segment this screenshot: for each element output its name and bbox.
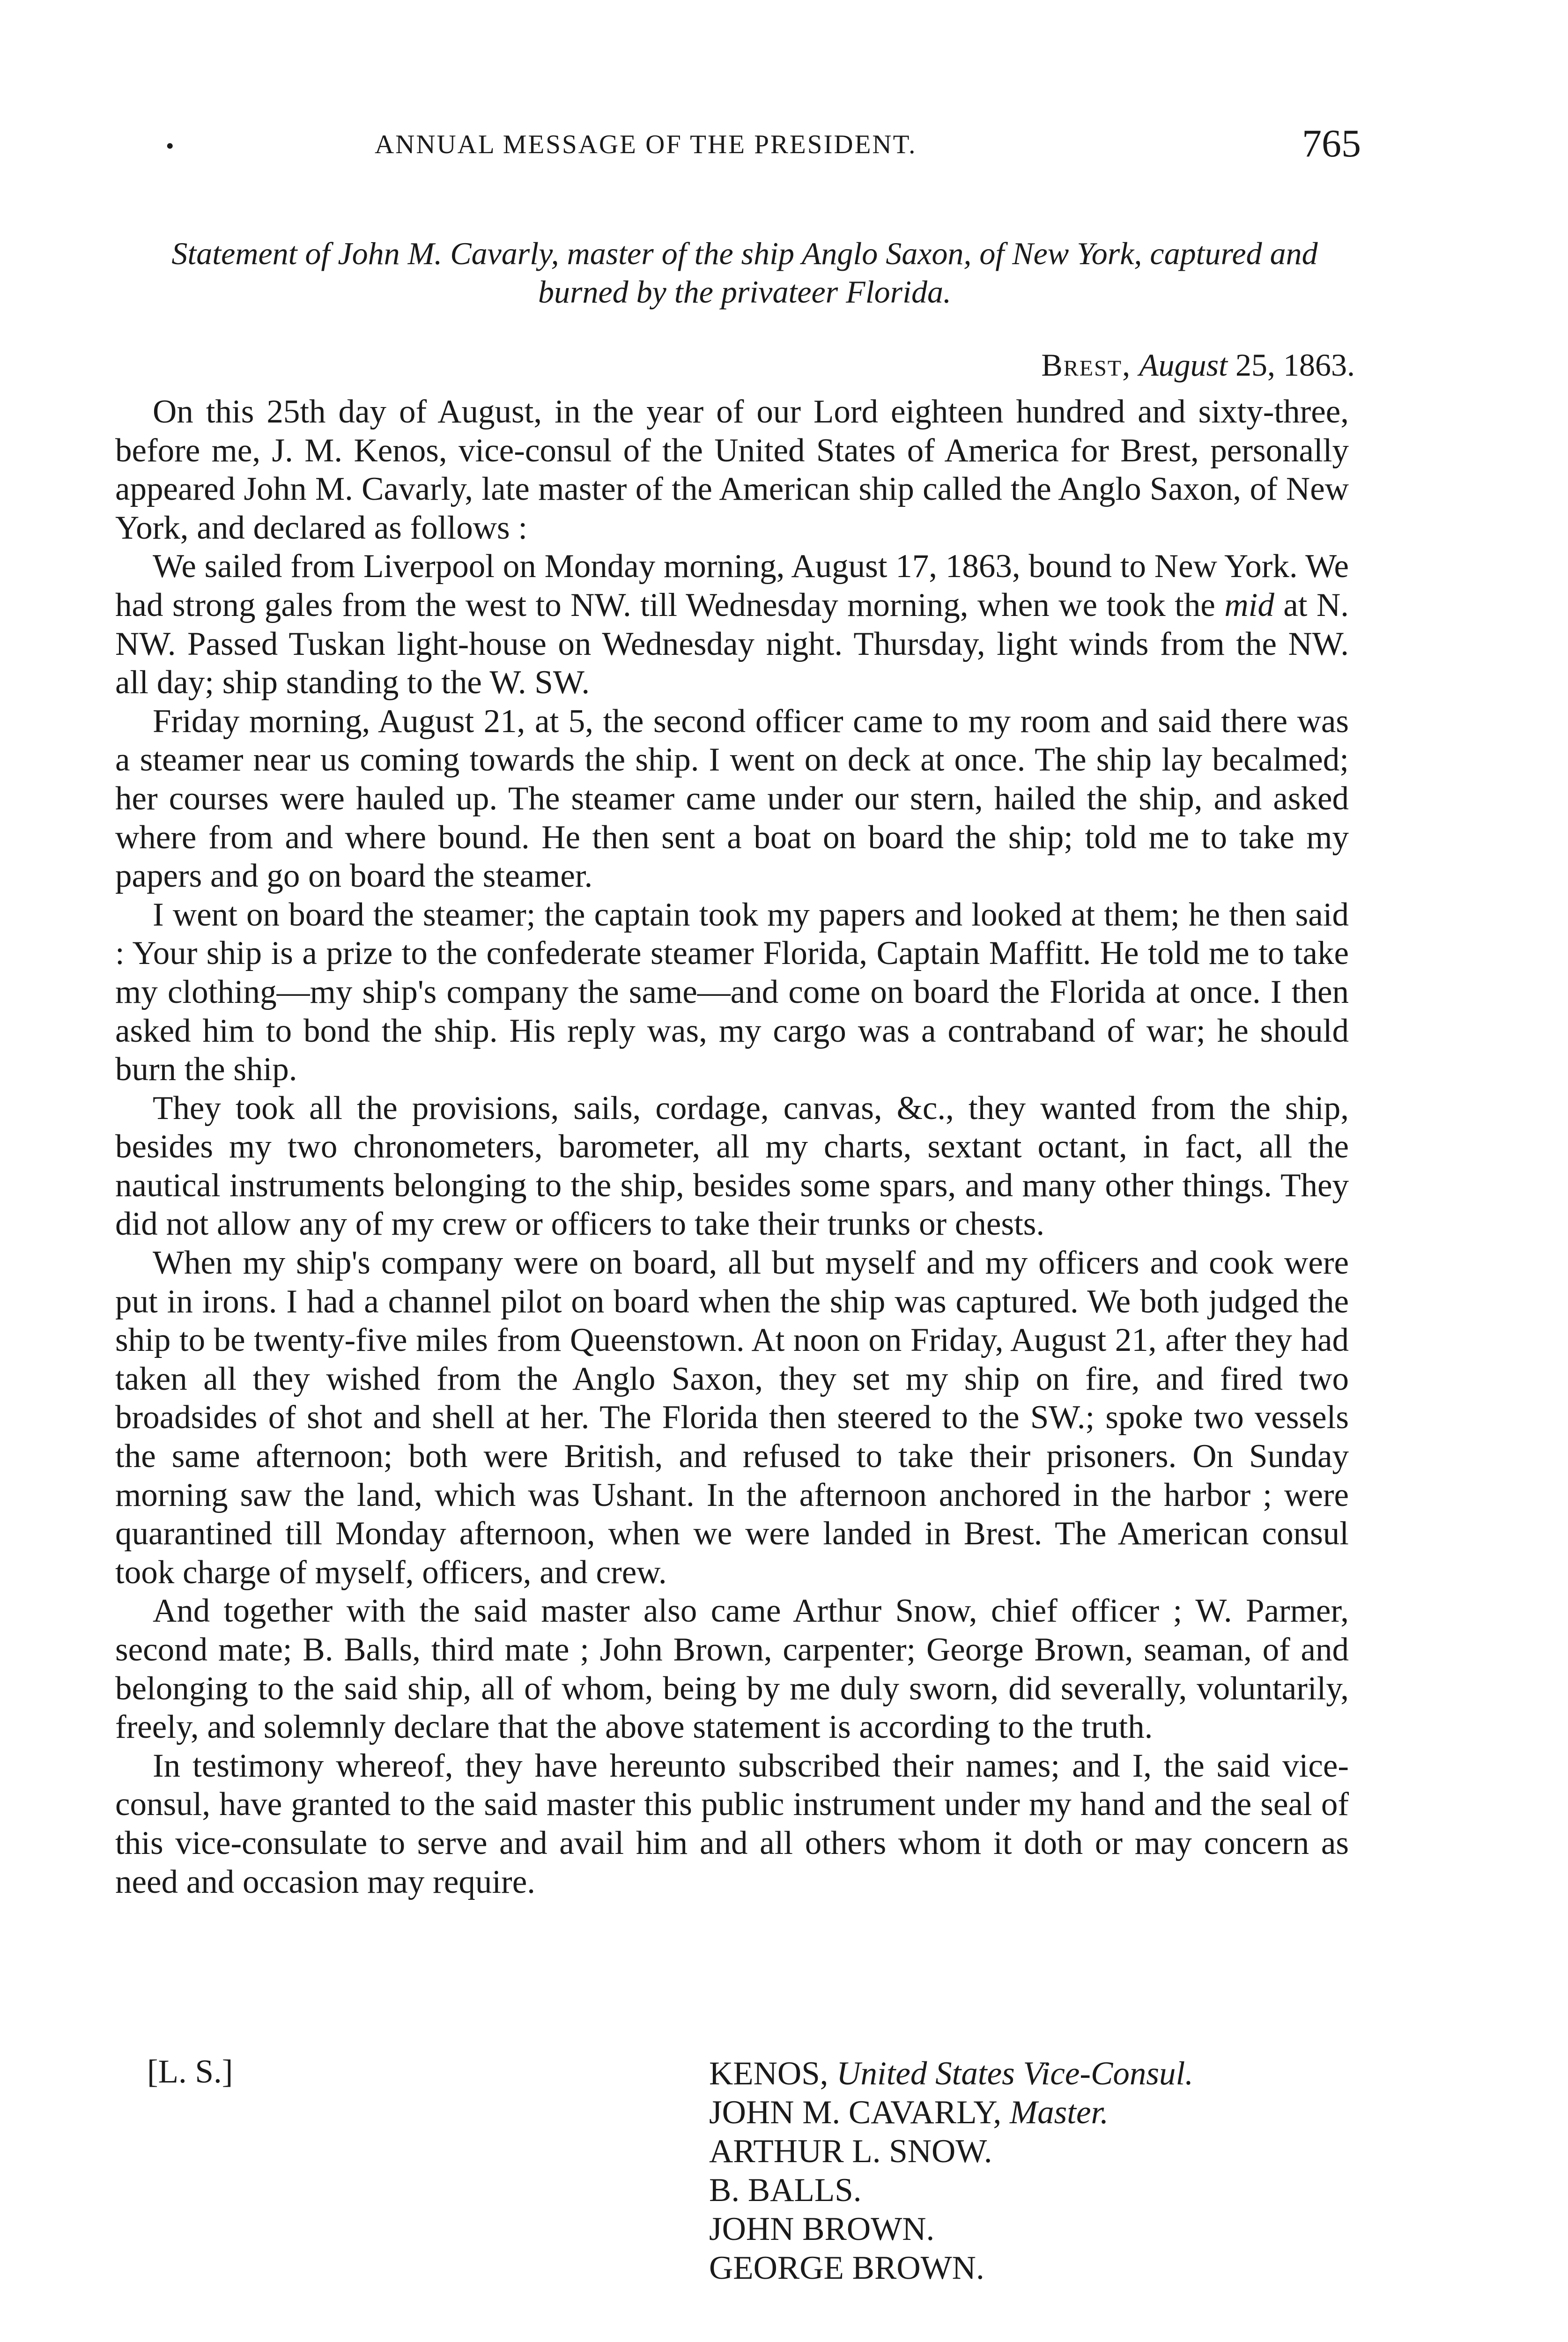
paragraph-voyage-start: We sailed from Liverpool on Monday morning, August 17, 1863, bound to New York. We had strong gales from the west to NW. till Wednesday morning, when we took the [115,548,1349,623]
paragraph-provisions: They took all the provisions, sails, cordage, canvas, &c., they wanted from the ship, besides my two chronometers, barometer, all my charts, sextant octant, in fact, all the nautical instruments belonging to the ship, besides some spars, and many other things. They did not allow any of my crew or officers to take their trunks or chests. [115,1089,1349,1243]
signature-balls [709,2171,1193,2210]
signature-cavarly [709,2093,1193,2132]
page-number: 765 [1302,122,1361,165]
signature-name: JOHN M. CAVARLY, [709,2094,1002,2131]
signature-name: B. BALLS. [709,2172,862,2209]
signature-kenos [709,2054,1193,2093]
statement-title: Statement of John M. Cavarly, master of the ship Anglo Saxon, of New York, captured and burned by the privateer Florida. [171,236,1318,310]
signature-name: KENOS, [709,2055,828,2092]
seal-mark: [L. S.] [147,2053,233,2090]
margin-mark: • [166,133,174,159]
signature-john-brown [709,2210,1193,2249]
signature-title: Master. [1009,2094,1109,2131]
dateline [1041,347,1355,384]
paragraph-voyage-end: at N. NW. Passed Tuskan light-house on Wednesday night. Thursday, light winds from the NW. all day; ship standing to the W. SW. [115,586,1349,701]
dateline-day-year: 25, 1863. [1235,347,1355,383]
signature-george-brown [709,2249,1193,2288]
paragraph-witnesses: And together with the said master also came Arthur Snow, chief officer ; W. Parmer, second mate; B. Balls, third mate ; John Brown, carpenter; George Brown, seaman, of and belonging to the said ship, all of whom, being by me duly sworn, did severally, voluntarily, freely, and solemnly declare that the above statement is according to the truth. [115,1593,1349,1746]
paragraph-voyage-italic: mid [1224,586,1274,623]
signature-name: JOHN BROWN. [709,2211,935,2247]
running-head-title: ANNUAL MESSAGE OF THE PRESIDENT. [375,130,917,159]
dateline-month: August [1139,347,1228,383]
paragraph-prize: I went on board the steamer; the captain took my papers and looked at them; he then said : Your ship is a prize to the confederate steamer Florida, Captain Maffitt. He told me to take my clothing—my ship's company the same—and come on board the Florida at once. I then asked him to bond the ship. His reply was, my cargo was a contraband of war; he should burn the ship. [115,896,1349,1088]
signature-title: United States Vice-Consul. [836,2055,1193,2092]
signature-name: GEORGE BROWN. [709,2250,984,2286]
running-head [155,121,1361,172]
signature-snow [709,2132,1193,2171]
statement-body [115,393,1349,1901]
signature-name: ARTHUR L. SNOW. [709,2133,992,2170]
paragraph-steamer-sighted: Friday morning, August 21, at 5, the second officer came to my room and said there was a steamer near us coming towards the ship. I went on deck at once. The ship lay becalmed; her courses were hauled up. The steamer came under our stern, hailed the ship, and asked where from and where bound. He then sent a boat on board the ship; told me to take my papers and go on board the steamer. [115,703,1349,895]
paragraph-testimony: In testimony whereof, they have hereunto subscribed their names; and I, the said vice-consul, have granted to the said master this public instrument under my hand and the seal of this vice-consulate to serve and avail him and all others whom it doth or may concern as need and occasion may require. [115,1747,1349,1900]
signature-block [709,2054,1193,2288]
dateline-place: Brest, [1041,347,1132,383]
paragraph-voyage [115,547,1349,702]
paragraph-burning: When my ship's company were on board, all but myself and my officers and cook were put in irons. I had a channel pilot on board when the ship was captured. We both judged the ship to be twenty-five miles from Queenstown. At noon on Friday, August 21, after they had taken all they wished from the Anglo Saxon, they set my ship on fire, and fired two broadsides of shot and shell at her. The Florida then steered to the SW.; spoke two vessels the same afternoon; both were British, and refused to take their prisoners. On Sunday morning saw the land, which was Ushant. In the afternoon anchored in the harbor ; were quarantined till Monday afternoon, when we were landed in Brest. The American consul took charge of myself, officers, and crew. [115,1245,1349,1591]
paragraph-declaration: On this 25th day of August, in the year of our Lord eighteen hundred and sixty-three, before me, J. M. Kenos, vice-consul of the United States of America for Brest, personally appeared John M. Cavarly, late master of the American ship called the Anglo Saxon, of New York, and declared as follows : [115,393,1349,546]
